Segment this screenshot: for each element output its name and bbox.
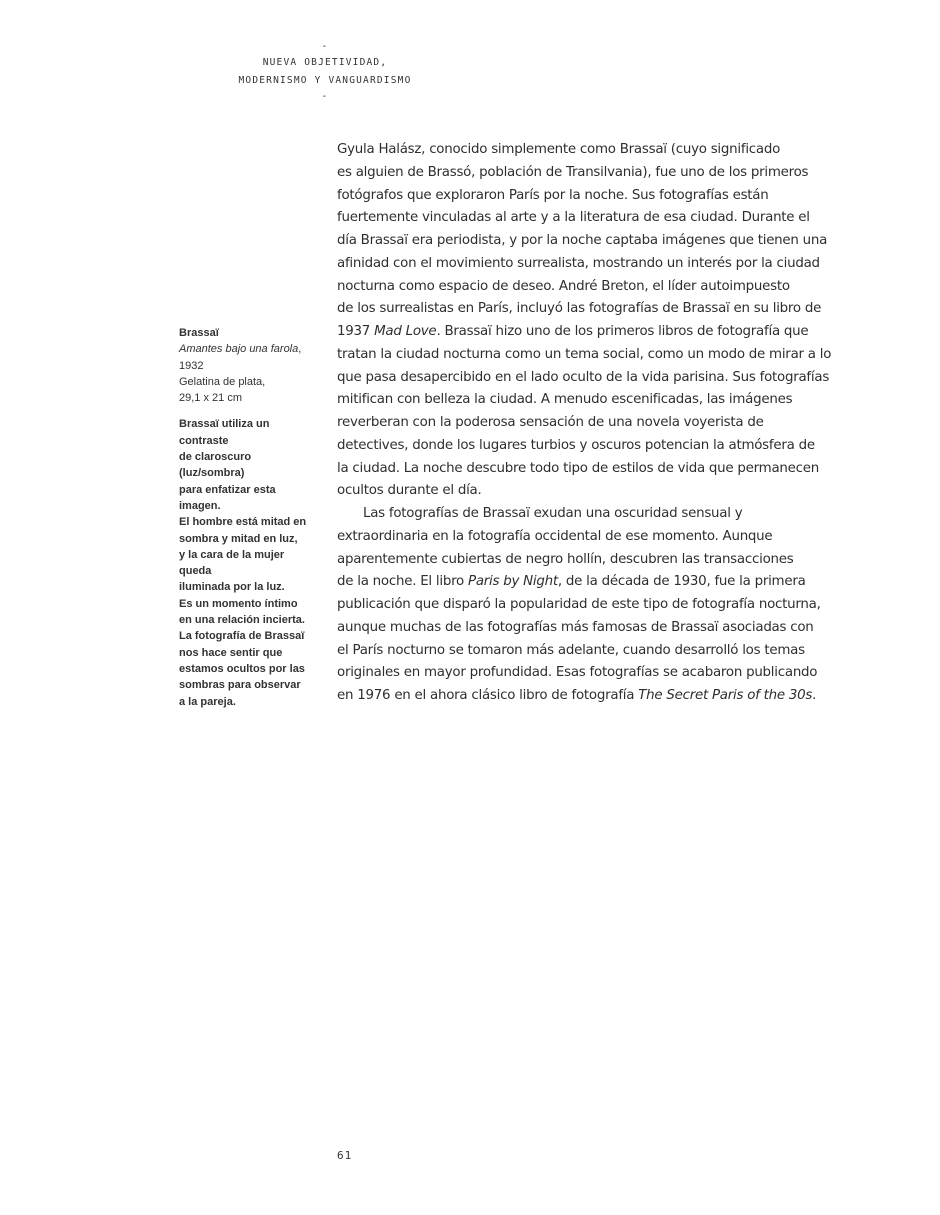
caption-note-line: nos hace sentir que [179, 646, 283, 659]
text-line: extraordinaria en la fotografía occidental de ese momento. Aunque [337, 528, 773, 544]
text-line: mitifican con belleza la ciudad. A menudo escenificadas, las imágenes [337, 392, 793, 408]
book-title-paris-by-night: Paris by Night [468, 574, 558, 590]
header-line-2: MODERNISMO Y VANGUARDISMO [238, 75, 412, 86]
text-line: el París nocturno se tomaron más adelante, cuando desarrolló los temas [337, 642, 805, 658]
text-line: Gyula Halász, conocido simplemente como Brassaï (cuyo significado [337, 142, 781, 157]
text-line: originales en mayor profundidad. Esas fotografías se acabaron publicando [337, 665, 818, 681]
caption-note-line: sombra y mitad en luz, [179, 532, 298, 545]
text-line: tratan la ciudad nocturna como un tema social, como un modo de mirar a lo [337, 346, 832, 362]
header-dash-bottom: - [321, 91, 329, 102]
header-line-1: NUEVA OBJETIVIDAD, [262, 57, 388, 68]
text-line: nocturna como espacio de deseo. André Breton, el líder autoimpuesto [337, 278, 790, 294]
text-line: es alguien de Brassó, población de Transilvania), fue uno de los primeros [337, 164, 809, 180]
caption-note-line: para enfatizar esta imagen. [179, 483, 276, 512]
text-line: de los surrealistas en París, incluyó las fotografías de Brassaï en su libro de [337, 301, 822, 317]
main-body-text [337, 139, 832, 708]
image-caption [179, 325, 314, 710]
text-line: la ciudad. La noche descubre todo tipo de estilos de vida que permanecen [337, 460, 819, 476]
caption-note-line: estamos ocultos por las [179, 662, 305, 675]
paragraph-1 [337, 139, 832, 503]
caption-note-line: La fotografía de Brassaï [179, 630, 305, 643]
caption-note-line: iluminada por la luz. [179, 581, 285, 594]
running-header [232, 40, 418, 104]
text-line: detectives, donde los lugares turbios y oscuros potencian la atmósfera de [337, 437, 815, 453]
text-line: Las fotografías de Brassaï exudan una oscuridad sensual y [363, 506, 743, 521]
caption-note [179, 416, 314, 709]
text-fragment: . [812, 688, 817, 703]
caption-artist: Brassaï [179, 327, 219, 339]
caption-title-suffix: , [298, 343, 302, 356]
caption-year: 1932 [179, 359, 204, 372]
caption-note-line: y la cara de la mujer queda [179, 548, 285, 578]
caption-note-line: en una relación incierta. [179, 614, 305, 627]
text-line: aparentemente cubiertas de negro hollín, descubren las transacciones [337, 551, 794, 567]
caption-dimensions: 29,1 x 21 cm [179, 392, 242, 405]
text-line: que pasa desapercibido en el lado oculto de la vida parisina. Sus fotografías [337, 369, 830, 385]
text-line: reverberan con la poderosa sensación de una novela voyerista de [337, 415, 764, 430]
caption-note-line: de claroscuro (luz/sombra) [179, 451, 252, 480]
caption-title: Amantes bajo una farola [179, 343, 299, 356]
caption-title-row [179, 341, 314, 357]
text-line: fotógrafos que exploraron París por la noche. Sus fotografías están [337, 187, 769, 203]
text-line: aunque muchas de las fotografías más famosas de Brassaï asociadas con [337, 619, 814, 635]
header-dash-top: - [321, 41, 329, 52]
text-line [337, 321, 809, 344]
text-line: afinidad con el movimiento surrealista, mostrando un interés por la ciudad [337, 255, 820, 271]
book-title-mad-love: Mad Love [374, 324, 437, 339]
text-line: ocultos durante el día. [337, 483, 482, 499]
caption-note-line: sombras para observar [179, 679, 301, 692]
page-number: 61 [337, 1149, 353, 1162]
caption-note-line: Es un momento íntimo [179, 597, 298, 610]
text-line: fuertemente vinculadas al arte y a la literatura de esa ciudad. Durante el [337, 210, 810, 226]
text-line [337, 685, 817, 708]
text-line [337, 571, 806, 594]
text-fragment: , de la década de 1930, fue la primera [557, 574, 806, 590]
text-line: día Brassaï era periodista, y por la noche captaba imágenes que tienen una [337, 233, 828, 248]
caption-note-line: a la pareja. [179, 695, 236, 708]
text-line: publicación que disparó la popularidad de este tipo de fotografía nocturna, [337, 597, 821, 612]
caption-note-line: El hombre está mitad en [179, 516, 307, 529]
text-fragment: de la noche. El libro [337, 574, 468, 590]
caption-note-line: Brassaï utiliza un contraste [179, 418, 270, 447]
text-fragment: en 1976 en el ahora clásico libro de fotografía [337, 688, 639, 703]
caption-medium: Gelatina de plata, [179, 375, 266, 388]
text-fragment: . Brassaï hizo uno de los primeros libros de fotografía que [436, 324, 809, 339]
book-title-secret-paris: The Secret Paris of the 30s [638, 688, 813, 703]
paragraph-2 [337, 503, 821, 708]
text-fragment: 1937 [337, 324, 375, 339]
